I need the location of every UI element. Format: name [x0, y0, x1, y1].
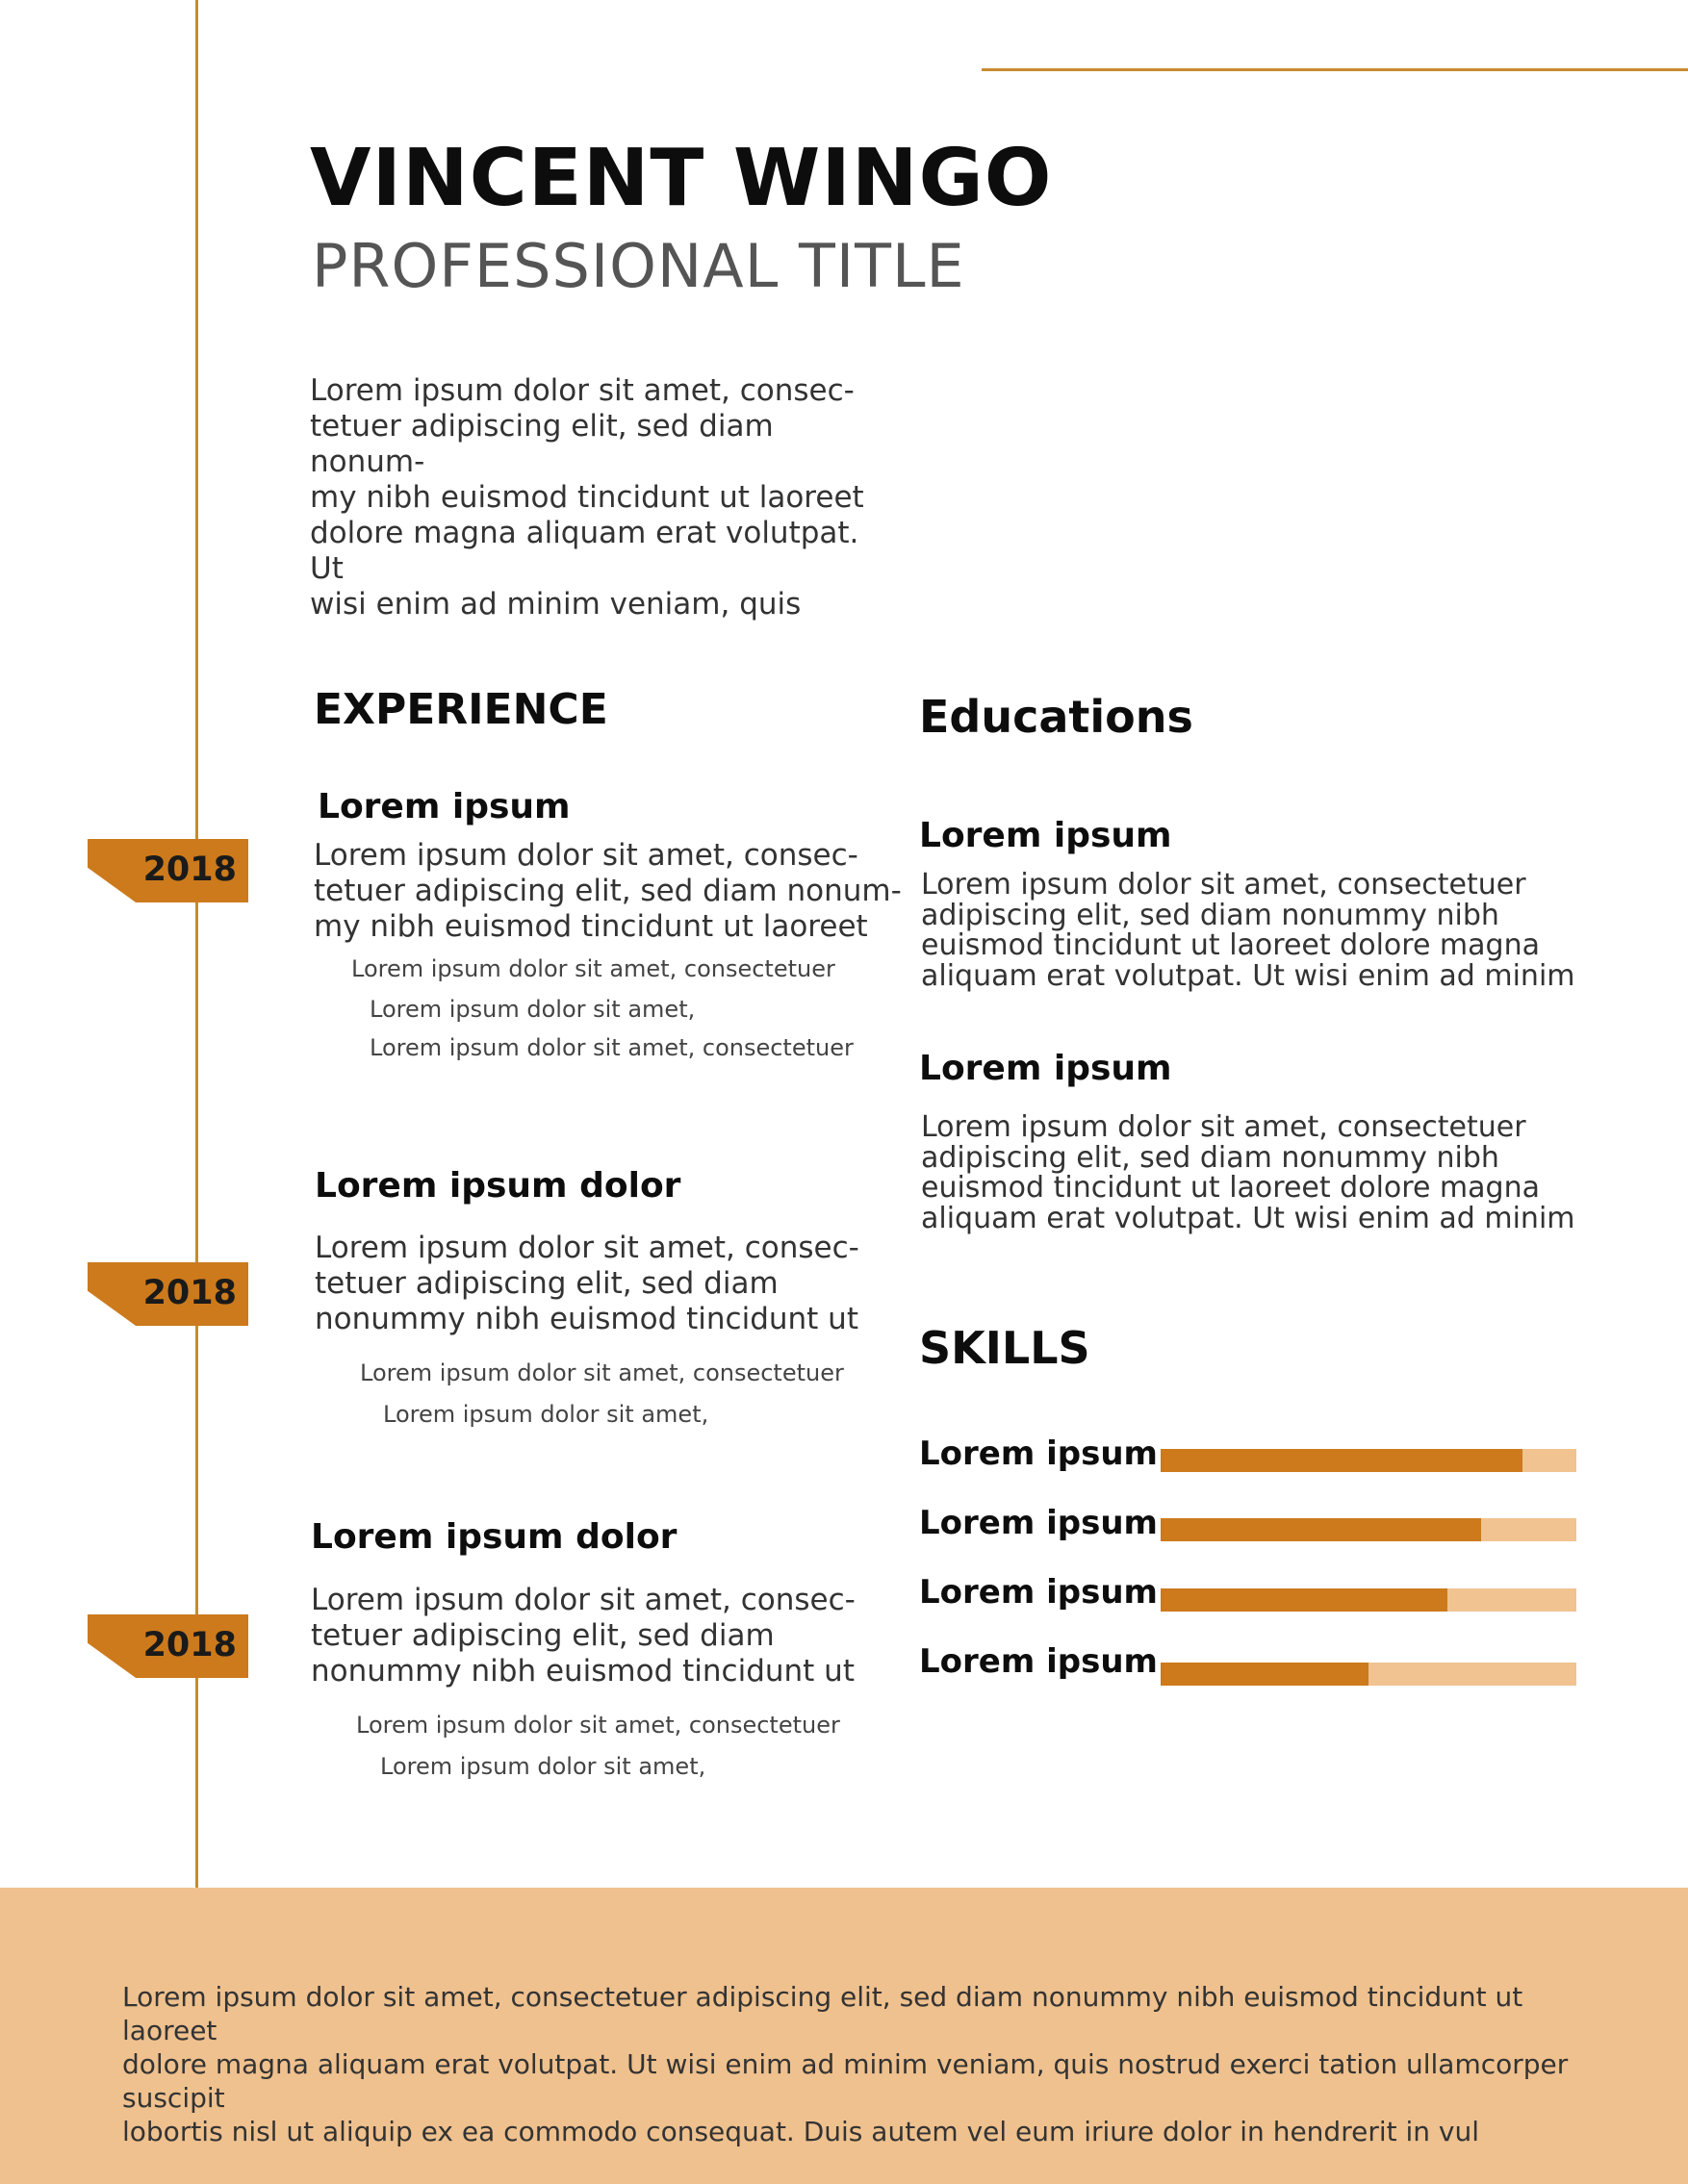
skills-heading: SKILLS	[919, 1322, 1090, 1374]
intro-paragraph: Lorem ipsum dolor sit amet, consec- tetuer adipiscing elit, sed diam nonum- my nibh euismod tincidunt ut laoreet dolore magna aliquam erat volutpat. Ut wisi enim ad minim veniam, quis	[310, 373, 864, 622]
year-tag	[88, 839, 248, 902]
experience-entry-detail: Lorem ipsum dolor sit amet, consectetuer	[356, 1712, 840, 1739]
year-tag	[88, 1614, 248, 1678]
professional-title: PROFESSIONAL TITLE	[312, 231, 965, 301]
education-entry-body: Lorem ipsum dolor sit amet, consectetuer adipiscing elit, sed diam nonummy nibh euismod tincidunt ut laoreet dolore magna aliquam erat volutpat. Ut wisi enim ad minim	[921, 1110, 1575, 1235]
skill-bar	[1161, 1449, 1576, 1472]
experience-entry-title: Lorem ipsum	[318, 787, 571, 826]
experience-entry-detail: Lorem ipsum dolor sit amet, consectetuer	[351, 955, 835, 982]
experience-entry-detail: Lorem ipsum dolor sit amet,	[370, 996, 696, 1023]
education-entry-title: Lorem ipsum	[919, 816, 1172, 855]
experience-entry-detail: Lorem ipsum dolor sit amet,	[380, 1753, 706, 1780]
year-tag-label: 2018	[142, 851, 237, 889]
education-entry-title: Lorem ipsum	[919, 1049, 1172, 1088]
experience-entry-title: Lorem ipsum dolor	[311, 1517, 678, 1557]
year-tag-label: 2018	[142, 1626, 237, 1664]
timeline-line	[195, 0, 198, 1888]
skill-label: Lorem ipsum	[919, 1435, 1158, 1473]
top-rule	[982, 68, 1688, 71]
skill-label: Lorem ipsum	[919, 1573, 1158, 1612]
experience-entry-detail: Lorem ipsum dolor sit amet, consectetuer	[370, 1034, 854, 1061]
experience-entry-title: Lorem ipsum dolor	[315, 1166, 681, 1206]
experience-entry-detail: Lorem ipsum dolor sit amet,	[383, 1401, 709, 1428]
footer-text: Lorem ipsum dolor sit amet, consectetuer adipiscing elit, sed diam nonummy nibh euismod tincidunt ut laoreet dolore magna aliquam erat volutpat. Ut wisi enim ad minim veniam, quis nostrud exerci tation ullamcorper suscipit lobortis nisl ut aliquip ex ea commodo consequat. Duis autem vel eum iriure dolor in hendrerit in vul	[122, 1981, 1569, 2147]
experience-heading: EXPERIENCE	[314, 685, 608, 734]
skill-bar-fill	[1161, 1518, 1481, 1541]
skill-label: Lorem ipsum	[919, 1642, 1158, 1681]
skill-bar	[1161, 1663, 1576, 1686]
name-heading: VINCENT WINGO	[310, 133, 1053, 224]
skill-bar-fill	[1161, 1663, 1368, 1686]
year-tag-label: 2018	[142, 1274, 237, 1312]
skill-label: Lorem ipsum	[919, 1504, 1158, 1542]
skill-bar-fill	[1161, 1588, 1447, 1612]
skill-bar	[1161, 1518, 1576, 1541]
skill-bar	[1161, 1588, 1576, 1612]
experience-entry-body: Lorem ipsum dolor sit amet, consec- tetuer adipiscing elit, sed diam nonummy nibh euismod tincidunt ut	[311, 1583, 856, 1689]
education-heading: Educations	[919, 691, 1193, 743]
experience-entry-body: Lorem ipsum dolor sit amet, consec- tetuer adipiscing elit, sed diam nonummy nibh euismod tincidunt ut	[315, 1231, 859, 1336]
skill-bar-fill	[1161, 1449, 1522, 1472]
education-entry-body: Lorem ipsum dolor sit amet, consectetuer adipiscing elit, sed diam nonummy nibh euismod tincidunt ut laoreet dolore magna aliquam erat volutpat. Ut wisi enim ad minim	[921, 868, 1575, 993]
experience-entry-body: Lorem ipsum dolor sit amet, consec- tetuer adipiscing elit, sed diam nonum- my nibh euismod tincidunt ut laoreet	[314, 838, 902, 944]
year-tag	[88, 1262, 248, 1326]
experience-entry-detail: Lorem ipsum dolor sit amet, consectetuer	[360, 1359, 844, 1386]
